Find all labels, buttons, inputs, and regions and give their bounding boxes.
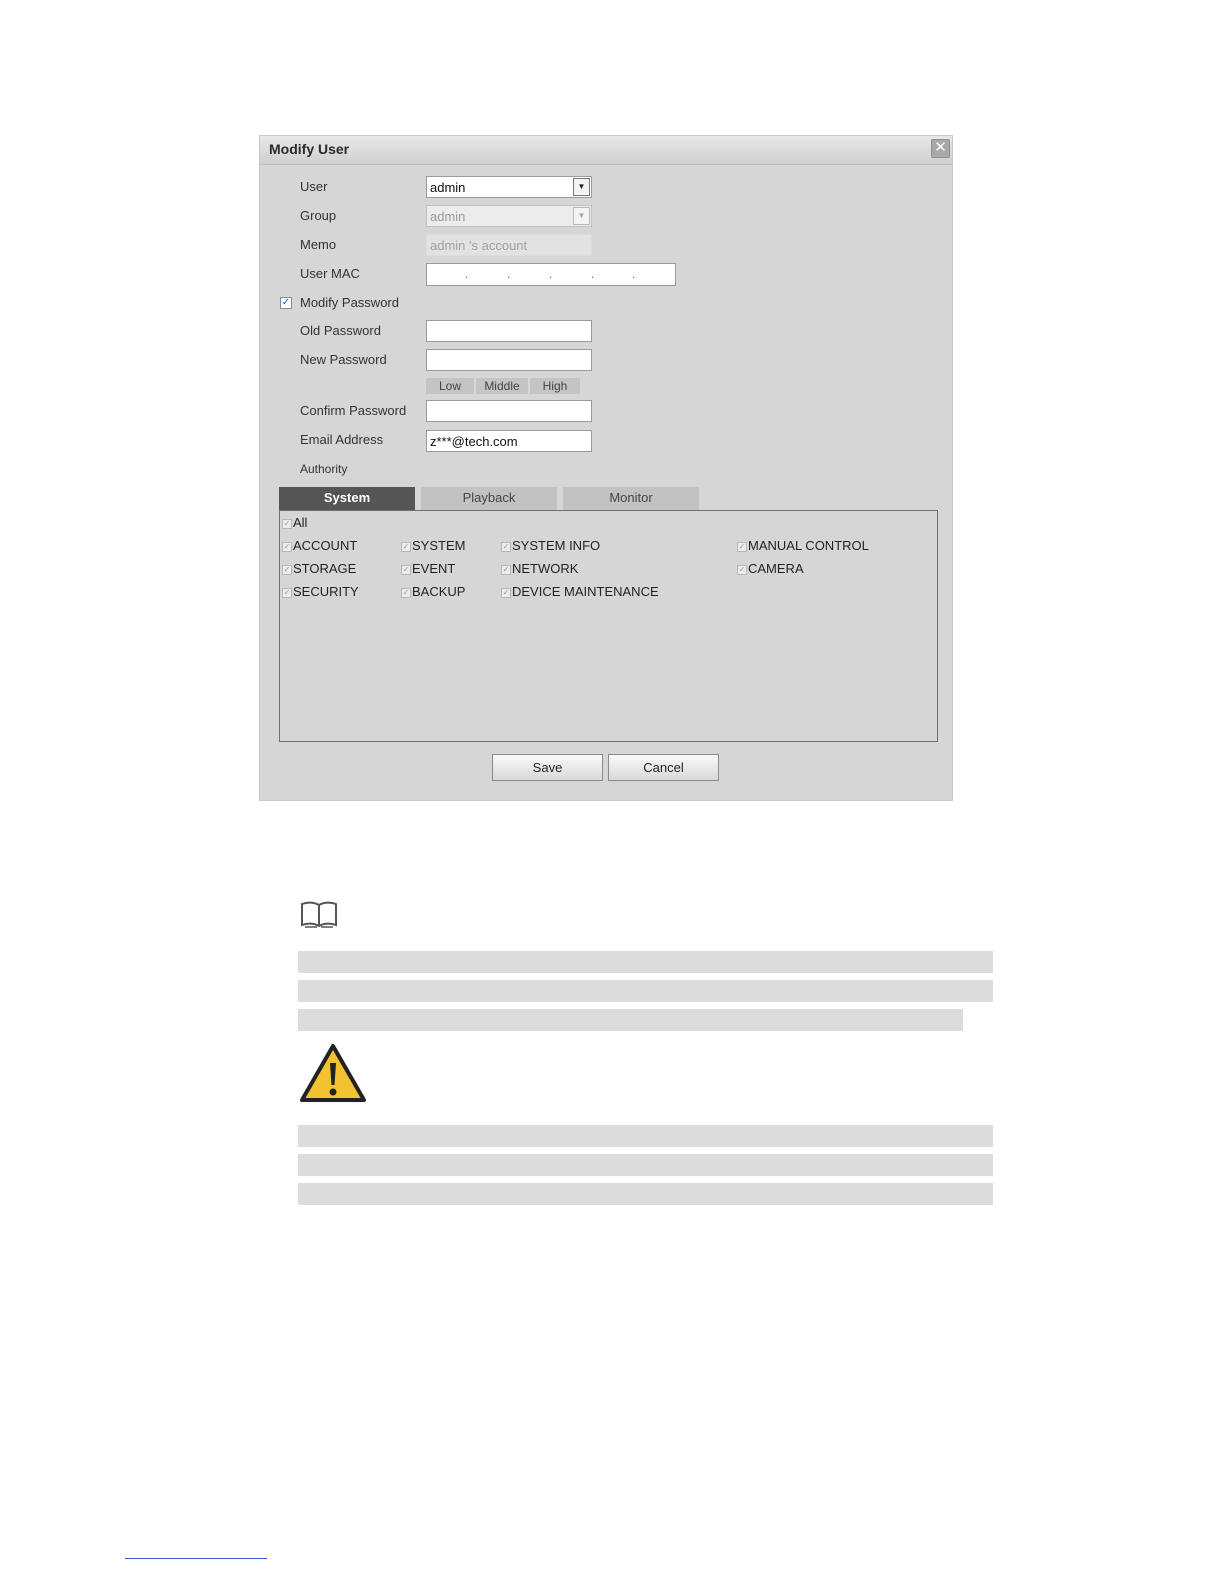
permission-account[interactable] (282, 538, 357, 553)
checkbox-icon[interactable]: ✓ (502, 565, 510, 574)
memo-value: admin 's account (430, 238, 528, 253)
close-icon[interactable]: ✕ (931, 139, 950, 158)
permission-manual-control-label: MANUAL CONTROL (748, 538, 869, 553)
modify-password-checkbox[interactable]: ✓ (281, 297, 291, 308)
footer-rule (125, 1558, 267, 1559)
permission-system-info[interactable] (501, 538, 600, 553)
old-password-field[interactable] (426, 320, 592, 342)
user-mac-label: User MAC (300, 266, 360, 281)
tab-monitor[interactable]: Monitor (563, 487, 699, 510)
memo-field (426, 234, 592, 256)
permission-all-label: All (293, 515, 308, 530)
warning-triangle-icon (299, 1043, 367, 1103)
group-label: Group (300, 208, 337, 223)
chevron-down-icon[interactable]: ▼ (573, 178, 590, 196)
strength-high: High (530, 378, 580, 394)
strength-middle: Middle (476, 378, 528, 394)
checkbox-icon[interactable]: ✓ (502, 588, 510, 597)
user-mac-field[interactable] (426, 263, 676, 286)
save-button[interactable]: Save (492, 754, 603, 781)
cancel-button[interactable]: Cancel (608, 754, 719, 781)
redacted-text-line (298, 1125, 993, 1147)
email-label: Email Address (300, 432, 384, 447)
permission-camera[interactable] (737, 561, 804, 576)
redacted-text-line (298, 951, 993, 973)
checkbox-icon[interactable]: ✓ (402, 565, 410, 574)
confirm-password-label: Confirm Password (300, 403, 407, 418)
mac-separator: . (465, 267, 469, 281)
permission-network-label: NETWORK (512, 561, 579, 576)
permissions-panel (279, 510, 938, 742)
strength-low: Low (426, 378, 474, 394)
permission-event[interactable] (401, 561, 455, 576)
checkbox-icon[interactable]: ✓ (283, 519, 291, 528)
checkbox-icon[interactable]: ✓ (283, 588, 291, 597)
checkbox-icon[interactable]: ✓ (283, 542, 291, 551)
group-select-value: admin (430, 209, 466, 224)
memo-label: Memo (300, 237, 337, 252)
old-password-label: Old Password (300, 323, 381, 338)
user-select-value: admin (430, 180, 466, 195)
redacted-text-line (298, 1183, 993, 1205)
mac-separator: . (591, 267, 595, 281)
permission-security-label: SECURITY (293, 584, 359, 599)
permission-device-maintenance-label: DEVICE MAINTENANCE (512, 584, 659, 599)
user-label: User (300, 179, 328, 194)
permission-system[interactable] (401, 538, 465, 553)
redacted-text-line (298, 980, 993, 1002)
checkbox-icon[interactable]: ✓ (402, 542, 410, 551)
checkbox-icon[interactable]: ✓ (738, 542, 746, 551)
new-password-label: New Password (300, 352, 387, 367)
modify-password-label: Modify Password (300, 295, 399, 310)
permission-security[interactable] (282, 584, 359, 599)
confirm-password-field[interactable] (426, 400, 592, 422)
dialog-title: Modify User (269, 141, 350, 157)
tab-system[interactable]: System (279, 487, 415, 510)
permission-system-info-label: SYSTEM INFO (512, 538, 601, 553)
email-value: z***@tech.com (430, 434, 518, 449)
permission-manual-control[interactable] (737, 538, 869, 553)
new-password-field[interactable] (426, 349, 592, 371)
user-select[interactable] (426, 176, 592, 198)
password-strength-meter (426, 378, 582, 394)
permission-all[interactable] (282, 515, 307, 530)
checkbox-icon[interactable]: ✓ (502, 542, 510, 551)
permission-account-label: ACCOUNT (293, 538, 358, 553)
dialog-titlebar (260, 136, 952, 165)
permission-storage[interactable] (282, 561, 356, 576)
permission-backup-label: BACKUP (412, 584, 466, 599)
checkbox-icon[interactable]: ✓ (283, 565, 291, 574)
permission-storage-label: STORAGE (293, 561, 357, 576)
mac-separator: . (632, 267, 636, 281)
mac-separator: . (549, 267, 553, 281)
group-select (426, 205, 592, 227)
permission-system-label: SYSTEM (412, 538, 466, 553)
email-field[interactable] (426, 430, 592, 452)
mac-separator: . (507, 267, 511, 281)
checkbox-icon[interactable]: ✓ (402, 588, 410, 597)
modify-user-dialog (259, 135, 953, 801)
permission-device-maintenance[interactable] (501, 584, 659, 599)
redacted-text-line (298, 1009, 963, 1031)
permission-camera-label: CAMERA (748, 561, 804, 576)
permission-network[interactable] (501, 561, 578, 576)
checkbox-icon[interactable]: ✓ (738, 565, 746, 574)
tab-playback[interactable]: Playback (421, 487, 557, 510)
chevron-down-icon: ▼ (573, 207, 590, 225)
authority-label: Authority (300, 462, 348, 476)
book-icon (300, 899, 338, 929)
permission-backup[interactable] (401, 584, 465, 599)
redacted-text-line (298, 1154, 993, 1176)
permission-event-label: EVENT (412, 561, 456, 576)
